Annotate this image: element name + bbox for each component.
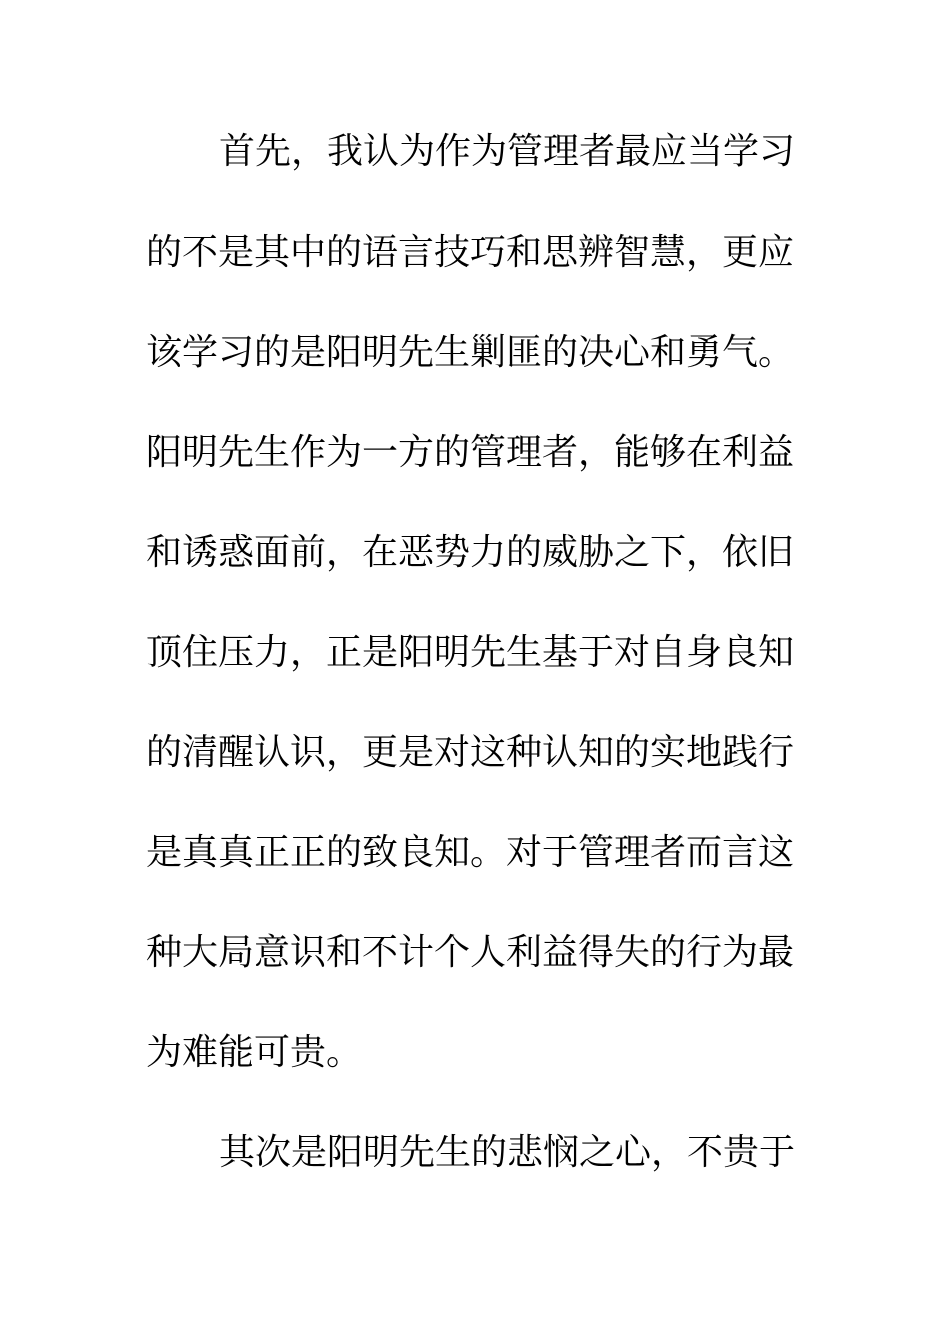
paragraph-1-line-9: 种大局意识和不计个人利益得失的行为最	[146, 932, 795, 973]
paragraph-1-line-3: 该学习的是阳明先生剿匪的决心和勇气。	[146, 332, 795, 373]
paragraph-1-line-8: 是真真正正的致良知。对于管理者而言这	[146, 832, 795, 873]
paragraph-1-line-2: 的不是其中的语言技巧和思辨智慧，更应	[146, 232, 795, 273]
paragraph-1-line-10: 为难能可贵。	[146, 1032, 363, 1073]
paragraph-1-line-6: 顶住压力，正是阳明先生基于对自身良知	[146, 632, 795, 673]
paragraph-1-line-4: 阳明先生作为一方的管理者，能够在利益	[146, 432, 795, 473]
paragraph-1-line-1: 首先，我认为作为管理者最应当学习	[219, 131, 796, 172]
paragraph-2-line-1: 其次是阳明先生的悲悯之心，不贵于	[219, 1132, 796, 1173]
paragraph-1-line-5: 和诱惑面前，在恶势力的威胁之下，依旧	[146, 532, 795, 573]
paragraph-1-line-7: 的清醒认识，更是对这种认知的实地践行	[146, 732, 795, 773]
